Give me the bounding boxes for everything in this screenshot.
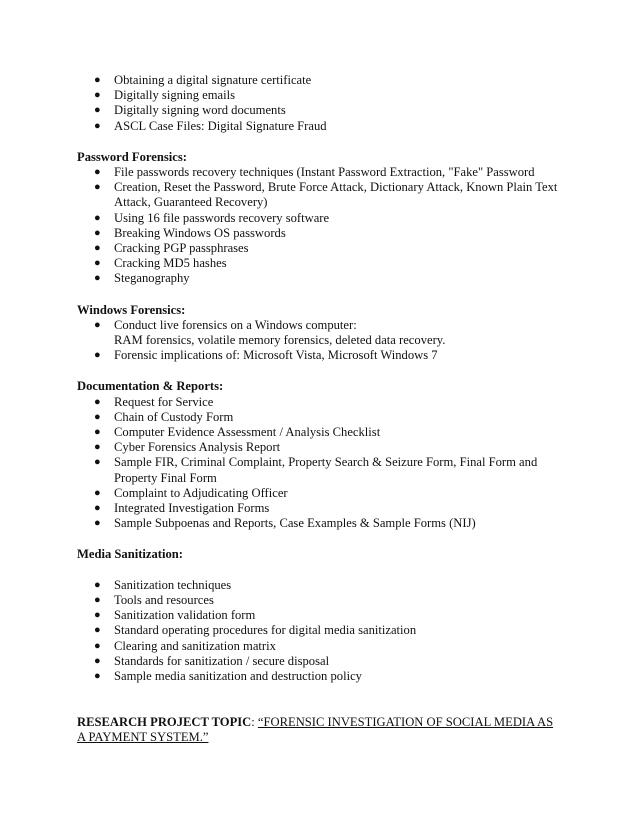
bullet-icon: ● xyxy=(94,441,101,454)
list-item: ● Standard operating procedures for digital media sanitization xyxy=(94,623,417,638)
password-list xyxy=(77,165,562,287)
list-item: ● Breaking Windows OS passwords xyxy=(94,225,286,240)
media-list xyxy=(77,578,562,684)
bullet-icon: ● xyxy=(94,593,101,606)
bullet-icon: ● xyxy=(94,395,101,408)
research-topic xyxy=(77,715,562,745)
list-item: ● Forensic implications of: Microsoft Vista, Microsoft Windows 7 xyxy=(94,348,438,363)
list-item: ● Sanitization validation form xyxy=(94,608,256,623)
list-item-subtext: RAM forensics, volatile memory forensics, deleted data recovery. xyxy=(114,333,446,348)
list-item: ● Sanitization techniques xyxy=(94,577,232,592)
bullet-icon: ● xyxy=(94,181,101,194)
research-topic-label: RESEARCH PROJECT TOPIC xyxy=(77,715,252,730)
bullet-icon: ● xyxy=(94,426,101,439)
bullet-icon: ● xyxy=(94,89,101,102)
bullet-icon: ● xyxy=(94,486,101,499)
research-topic-title: “FORENSIC INVESTIGATION OF SOCIAL MEDIA AS A PAYMENT SYSTEM.” xyxy=(77,715,554,745)
bullet-icon: ● xyxy=(94,639,101,652)
bullet-icon: ● xyxy=(94,624,101,637)
bullet-icon: ● xyxy=(94,609,101,622)
list-item: ● Cracking MD5 hashes xyxy=(94,256,227,271)
list-item: ● Creation, Reset the Password, Brute Force Attack, Dictionary Attack, Known Plain Text Attack, Guaranteed Recovery) xyxy=(94,180,558,210)
bullet-icon: ● xyxy=(94,318,101,331)
section-title-password: Password Forensics: xyxy=(77,149,187,164)
list-item: ● Sample Subpoenas and Reports, Case Examples & Sample Forms (NIJ) xyxy=(94,516,476,531)
documentation-list xyxy=(77,395,562,532)
document-page xyxy=(77,73,562,758)
bullet-icon: ● xyxy=(94,166,101,179)
bullet-icon: ● xyxy=(94,502,101,515)
bullet-icon: ● xyxy=(94,456,101,469)
list-item: ● Sample FIR, Criminal Complaint, Property Search & Seizure Form, Final Form and Property Final Form xyxy=(94,455,538,485)
list-item: ● Cracking PGP passphrases xyxy=(94,241,249,256)
bullet-icon: ● xyxy=(94,226,101,239)
bullet-icon: ● xyxy=(94,410,101,423)
list-item: ● Digitally signing emails xyxy=(94,88,236,103)
list-item: ● Sample media sanitization and destruction policy xyxy=(94,668,362,683)
bullet-icon: ● xyxy=(94,272,101,285)
bullet-icon: ● xyxy=(94,211,101,224)
list-item: ● File passwords recovery techniques (Instant Password Extraction, "Fake" Password xyxy=(94,165,535,180)
windows-list xyxy=(77,318,562,364)
list-item: ● Obtaining a digital signature certificate xyxy=(94,73,312,87)
list-item: ● Request for Service xyxy=(94,394,214,409)
bullet-icon: ● xyxy=(94,669,101,682)
list-item: ● Complaint to Adjudicating Officer xyxy=(94,485,288,500)
list-item: ● Using 16 file passwords recovery software xyxy=(94,210,330,225)
list-item: ● Cyber Forensics Analysis Report xyxy=(94,440,281,455)
bullet-icon: ● xyxy=(94,517,101,530)
bullet-icon: ● xyxy=(94,578,101,591)
bullet-icon: ● xyxy=(94,74,101,86)
list-item: ● Clearing and sanitization matrix xyxy=(94,638,276,653)
list-item: ● Digitally signing word documents xyxy=(94,103,286,118)
list-item: ● Computer Evidence Assessment / Analysis Checklist xyxy=(94,425,381,440)
section-title-media: Media Sanitization: xyxy=(77,547,183,562)
list-item: ● Integrated Investigation Forms xyxy=(94,501,270,516)
bullet-icon: ● xyxy=(94,654,101,667)
section-title-documentation: Documentation & Reports: xyxy=(77,379,224,394)
section-title-windows: Windows Forensics: xyxy=(77,302,186,317)
bullet-icon: ● xyxy=(94,119,101,132)
bullet-icon: ● xyxy=(94,104,101,117)
bullet-icon: ● xyxy=(94,242,101,255)
list-item: ● Standards for sanitization / secure disposal xyxy=(94,653,330,668)
list-item: ● ASCL Case Files: Digital Signature Fraud xyxy=(94,118,327,133)
list-item: ● Conduct live forensics on a Windows computer: RAM forensics, volatile memory forensics, deleted data recovery. xyxy=(77,318,562,348)
bullet-icon: ● xyxy=(94,257,101,270)
intro-list xyxy=(77,73,562,134)
list-item: ● Chain of Custody Form xyxy=(94,409,234,424)
list-item: ● Tools and resources xyxy=(94,592,214,607)
list-item: ● Steganography xyxy=(94,271,190,286)
bullet-icon: ● xyxy=(94,349,101,362)
research-separator: : xyxy=(251,715,258,730)
